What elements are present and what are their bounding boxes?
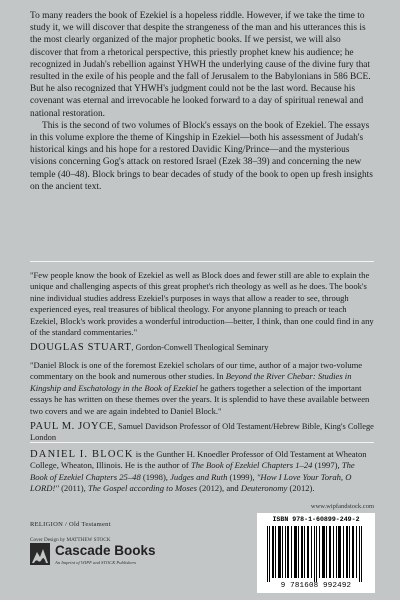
- intro-paragraph-1: To many readers the book of Ezekiel is a hopeless riddle. However, if we take the time to study it, we will discover that despite the strangeness of the man and his utterances this is the most clearly organized of the major prophetic books. If we persist, we will also discover that from a rhetorical perspective, this priestly prophet knew his audience; he recognized in Judah's rebellion against YHWH the underlying cause of the divine fury that resulted in the exile of his people and the fall of Jerusalem to the Babylonians in 586 BCE. But he also recognized that YHWH's judgment could not be the last word. Because his covenant was eternal and irrevocable he looked forward to a day of spiritual renewal and national restoration.: [30, 11, 371, 119]
- isbn-label: ISBN 978-1-60899-249-2: [272, 516, 360, 523]
- author-name: DANIEL I. BLOCK: [30, 449, 134, 460]
- book-title: The Gospel according to Moses: [87, 483, 197, 494]
- endorser-name: DOUGLAS STUART: [30, 342, 132, 354]
- barcode-bars: [261, 526, 371, 582]
- publisher-url: www.wipfandstock.com: [310, 503, 374, 510]
- book-title: Beyond the River Chebar: Studies in Kingship and Eschatology in the Book of Ezekiel: [30, 371, 352, 393]
- divider-bottom: [30, 442, 374, 443]
- endorsement-attribution: [30, 421, 374, 443]
- barcode: [257, 513, 375, 593]
- endorsement-joyce: [30, 360, 374, 443]
- endorsement-text: "Daniel Block is one of the foremost Ezekiel scholars of our time, author of a major two-volume commentary on the book and numerous other studies. In Beyond the River Chebar: Studies in Kingship and Eschatology in the Book of Ezekiel he gathers together a selection of the important essays he has written on these themes over the years. It is splendid to have these available between two covers and we are again indebted to Daniel Block.": [30, 360, 370, 416]
- endorser-affiliation: , Gordon-Conwell Theological Seminary: [131, 343, 269, 353]
- book-title: The Book of Ezekiel Chapters 25–48: [30, 460, 355, 482]
- intro-text: [30, 10, 374, 193]
- endorsement-text: "Few people know the book of Ezekiel as well as Block does and fewer still are able to explain the unique and challenging aspects of this great prophet's rich theology as well as he does. The book's nine individual studies address Ezekiel's purposes in ways that allow a reader to see, through experienced eyes, real treasures of biblical theology. For anyone planning to preach or teach Ezekiel, Block's work provides a wonderful introduction—better, I think, than one could find in any of the standard commentaries.": [30, 270, 374, 338]
- publisher-logo: [30, 543, 180, 573]
- category-label: RELIGION / Old Testament: [30, 521, 111, 528]
- book-title: Deuteronomy: [240, 483, 288, 494]
- intro-paragraph-2: This is the second of two volumes of Block's essays on the book of Ezekiel. The essays in this volume explore the theme of Kingship in Ezekiel—both his assessment of Judah's historical kings and his hope for a restored Davidic King/Prince—and the mysterious visions concerning Gog's attack on restored Israel (Ezek 38–39) and concerning the new temple (40–48). Block brings to bear decades of study of the book to open up fresh insights on the ancient text.: [30, 120, 373, 192]
- book-title: The Book of Ezekiel Chapters 1–24: [190, 460, 313, 471]
- ean-number: 9 781608 992492: [280, 582, 352, 590]
- cover-design-credit: Cover Design by MATTHEW STOCK: [30, 537, 111, 543]
- author-bio: DANIEL I. BLOCK is the Gunther H. Knoedler Professor of Old Testament at Wheaton College, Wheaton, Illinois. He is the author of The Book of Ezekiel Chapters 1–24 (1997), The Book of Ezekiel Chapters 25–48 (1998), Judges and Ruth (1999), "How I Love Your Torah, O LORD!" (2011), The Gospel according to Moses (2012), and Deuteronomy (2012).: [30, 449, 367, 494]
- endorsement-attribution: [30, 342, 374, 353]
- endorser-name: PAUL M. JOYCE: [30, 421, 114, 433]
- publisher-imprint: An Imprint of WIPF and STOCK Publishers: [55, 560, 137, 565]
- endorsement-stuart: [30, 270, 374, 353]
- publisher-name: Cascade Books: [55, 543, 156, 558]
- endorser-affiliation: , Samuel Davidson Professor of Old Testament/Hebrew Bible, King's College London: [30, 422, 374, 443]
- book-title: "How I Love Your Torah, O LORD!": [30, 471, 352, 494]
- book-title: Judges and Ruth: [170, 471, 228, 482]
- cascade-icon: [30, 543, 50, 565]
- divider-top: [30, 261, 374, 262]
